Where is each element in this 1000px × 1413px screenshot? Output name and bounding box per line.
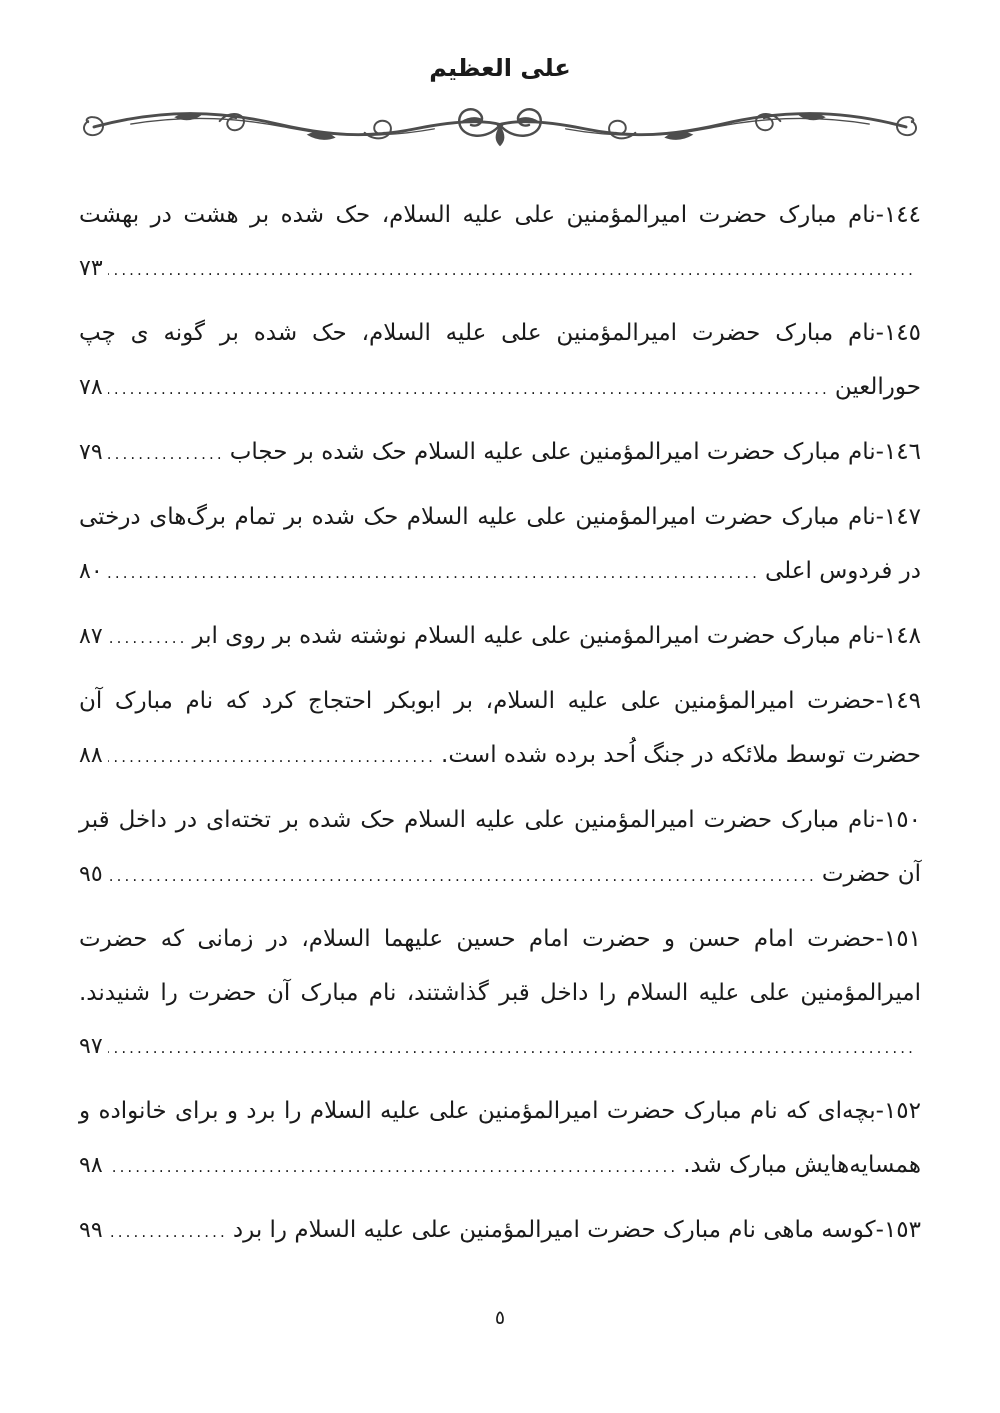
toc-entry-page-number: ٧٣ <box>79 256 103 281</box>
toc-entry <box>79 912 921 1075</box>
toc-entry <box>79 793 921 903</box>
dotted-leader <box>108 849 817 903</box>
toc-entry <box>79 188 921 297</box>
toc-entry-leader-line <box>79 1138 921 1194</box>
toc-entry-tail-text: آن حضرت <box>821 861 921 887</box>
toc-entry-tail-text: ١٤٨-نام مبارک حضرت امیرالمؤمنین علی علیه السلام نوشته شده بر روی ابر <box>192 623 921 649</box>
dotted-leader <box>108 1140 679 1194</box>
toc-entry <box>79 1084 921 1194</box>
toc-entry-tail-text: حضرت توسط ملائکه در جنگ اُحد برده شده است. <box>441 742 921 768</box>
toc-entry-page-number: ٩٧ <box>79 1034 103 1059</box>
toc-entry-text-line: ١٥٠-نام مبارک حضرت امیرالمؤمنین علی علیه السلام حک شده بر تخته‌ای در داخل قبر <box>79 807 921 833</box>
toc-entry-tail-text: ١٥٣-کوسه ماهی نام مبارک حضرت امیرالمؤمنین علی علیه السلام را برد <box>232 1217 921 1243</box>
toc-entry <box>79 306 921 416</box>
dotted-leader <box>108 362 830 416</box>
dotted-leader <box>108 611 188 665</box>
footer-page-number: ٥ <box>494 1307 506 1329</box>
toc-entry-tail-text: حورالعین <box>834 374 921 400</box>
toc-entry <box>79 425 921 481</box>
dotted-leader <box>108 427 225 481</box>
toc-entry <box>79 674 921 784</box>
toc-entry-page-number: ٩٩ <box>79 1218 103 1243</box>
toc-entry-text-line: ١٥٢-بچه‌ای که نام مبارک حضرت امیرالمؤمنین علی علیه السلام را برد و برای خانواده و <box>79 1098 921 1124</box>
toc-entry-leader-line <box>79 1020 921 1075</box>
dotted-leader <box>108 730 436 784</box>
toc-entry-page-number: ٩٨ <box>79 1153 103 1178</box>
toc-entry-page-number: ٨٧ <box>79 624 103 649</box>
dotted-leader <box>108 243 916 297</box>
toc-entry-leader-line <box>79 609 921 665</box>
toc-entry-text-line: امیرالمؤمنین علی علیه السلام را داخل قبر گذاشتند، نام مبارک آن حضرت را شنیدند. <box>79 980 921 1006</box>
toc-entry-leader-line <box>79 242 921 297</box>
toc-entry-text-line: ١٤٤-نام مبارک حضرت امیرالمؤمنین علی علیه السلام، حک شده بر هشت در بهشت <box>79 202 921 228</box>
toc-entry-tail-text: ١٤٦-نام مبارک حضرت امیرالمؤمنین علی علیه السلام حک شده بر حجاب <box>229 439 921 465</box>
toc-list <box>79 188 921 1259</box>
dotted-leader <box>108 1205 228 1259</box>
toc-entry-text-line: ١٤٥-نام مبارک حضرت امیرالمؤمنین علی علیه السلام، حک شده بر گونه ی چپ <box>79 320 921 346</box>
toc-entry <box>79 1203 921 1259</box>
toc-entry-leader-line <box>79 1203 921 1259</box>
toc-entry-page-number: ٩٥ <box>79 862 103 887</box>
toc-entry-leader-line <box>79 544 921 600</box>
toc-entry-leader-line <box>79 728 921 784</box>
toc-entry-text-line: ١٤٩-حضرت امیرالمؤمنین علی علیه السلام، بر ابوبکر احتجاج کرد که نام مبارک آن <box>79 688 921 714</box>
flourish-divider <box>62 96 938 154</box>
toc-entry-leader-line <box>79 360 921 416</box>
toc-entry-text-line: ١٤٧-نام مبارک حضرت امیرالمؤمنین علی علیه السلام حک شده بر تمام برگ‌های درختی <box>79 504 921 530</box>
toc-entry-page-number: ٧٨ <box>79 375 103 400</box>
toc-entry <box>79 609 921 665</box>
toc-entry-leader-line <box>79 847 921 903</box>
toc-entry <box>79 490 921 600</box>
toc-entry-page-number: ٧٩ <box>79 440 103 465</box>
toc-entry-tail-text: در فردوس اعلی <box>765 558 921 584</box>
toc-entry-leader-line <box>79 425 921 481</box>
toc-entry-tail-text: همسایه‌هایش مبارک شد. <box>683 1152 921 1178</box>
toc-entry-text-line: ١٥١-حضرت امام حسن و حضرت امام حسین علیهما السلام، در زمانی که حضرت <box>79 926 921 952</box>
flourish-divider-icon <box>62 96 938 154</box>
page-title: علی العظیم <box>429 54 571 82</box>
dotted-leader <box>108 1021 916 1075</box>
dotted-leader <box>108 546 760 600</box>
toc-entry-page-number: ٨٠ <box>79 559 103 584</box>
toc-entry-page-number: ٨٨ <box>79 743 103 768</box>
